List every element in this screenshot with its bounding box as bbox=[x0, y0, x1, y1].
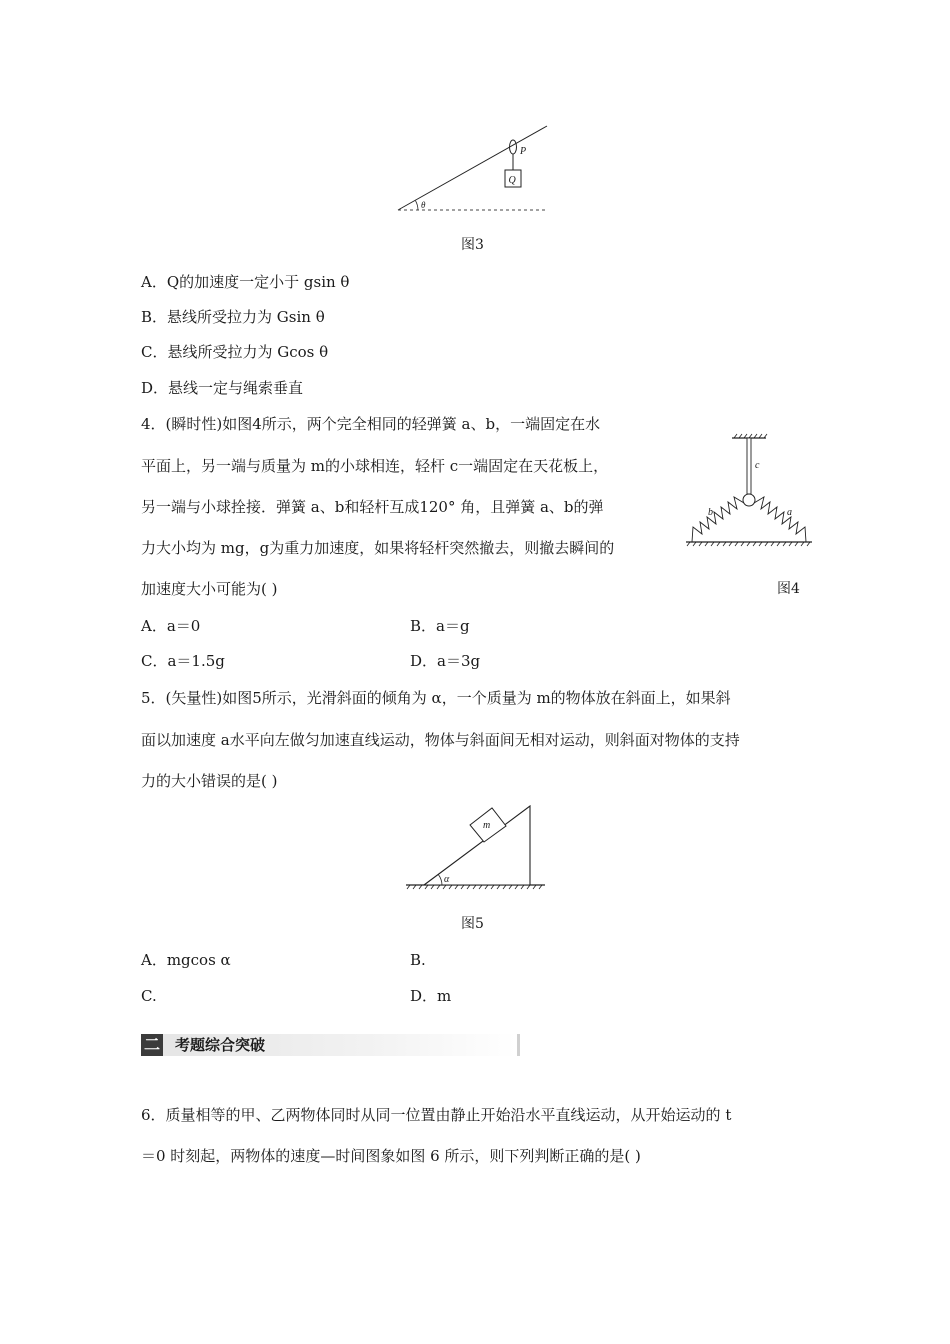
q4-line-1: 4．(瞬时性)如图4所示，两个完全相同的轻弹簧 a、b，一端固定在水 bbox=[141, 415, 601, 433]
figure-5-caption: 图5 bbox=[461, 916, 484, 932]
rod-c bbox=[747, 438, 751, 494]
q4-line-4: 力大小均为 mg，g为重力加速度，如果将轻杆突然撤去，则撤去瞬间的 bbox=[141, 539, 615, 557]
ball bbox=[743, 494, 755, 506]
label-c: c bbox=[755, 460, 760, 471]
spring-a bbox=[754, 497, 806, 542]
q5-line-2: 面以加速度 a水平向左做匀加速直线运动，物体与斜面间无相对运动，则斜面对物体的支持 bbox=[141, 731, 740, 749]
q5-option-b: B. bbox=[410, 951, 426, 969]
q6-line-2: ＝0 时刻起，两物体的速度—时间图象如图 6 所示，则下列判断正确的是( ) bbox=[141, 1147, 641, 1165]
q5-option-c: C. bbox=[141, 987, 157, 1005]
q5-option-a: A．mgcos α bbox=[141, 951, 231, 969]
figure-3-caption: 图3 bbox=[461, 237, 484, 253]
label-m: m bbox=[483, 820, 491, 831]
angle-arc bbox=[416, 201, 419, 210]
q4-option-a: A．a＝0 bbox=[141, 617, 201, 635]
figure-3 bbox=[390, 120, 560, 220]
section-header bbox=[141, 1034, 520, 1056]
figure-5 bbox=[402, 800, 550, 895]
q5-line-1: 5．(矢量性)如图5所示，光滑斜面的倾角为 α，一个质量为 m的物体放在斜面上，如果斜 bbox=[141, 689, 731, 707]
q3-option-d: D．悬线一定与绳索垂直 bbox=[141, 379, 304, 397]
q4-line-5: 加速度大小可能为( ) bbox=[141, 580, 278, 598]
figure-4-caption: 图4 bbox=[777, 581, 800, 597]
wedge bbox=[424, 806, 530, 885]
q4-option-c: C．a＝1.5g bbox=[141, 652, 225, 670]
label-theta: θ bbox=[421, 200, 426, 210]
section-number-badge bbox=[141, 1034, 163, 1056]
label-alpha: α bbox=[444, 874, 450, 885]
label-q: Q bbox=[508, 175, 516, 186]
figure-4 bbox=[684, 430, 814, 555]
section-title: 考题综合突破 bbox=[175, 1036, 266, 1054]
section-number: 二 bbox=[143, 1035, 160, 1054]
label-a: a bbox=[787, 507, 792, 518]
label-b: b bbox=[708, 507, 713, 518]
incline-line bbox=[398, 126, 547, 210]
label-p: P bbox=[520, 146, 527, 157]
q4-line-2: 平面上，另一端与质量为 m的小球相连，轻杆 c一端固定在天花板上， bbox=[141, 457, 609, 475]
spring-b bbox=[692, 497, 744, 542]
q4-option-b: B．a＝g bbox=[410, 617, 470, 635]
q5-line-3: 力的大小错误的是( ) bbox=[141, 772, 278, 790]
q4-line-3: 另一端与小球拴接．弹簧 a、b和轻杆互成120° 角，且弹簧 a、b的弹 bbox=[141, 498, 604, 516]
q6-line-1: 6．质量相等的甲、乙两物体同时从同一位置由静止开始沿水平直线运动，从开始运动的 t bbox=[141, 1106, 732, 1124]
q3-option-a: A．Q的加速度一定小于 gsin θ bbox=[141, 273, 350, 291]
q4-option-d: D．a＝3g bbox=[410, 652, 481, 670]
ceiling-hatch bbox=[734, 434, 767, 438]
q5-option-d: D．m bbox=[410, 987, 452, 1005]
q3-option-b: B．悬线所受拉力为 Gsin θ bbox=[141, 308, 325, 326]
q3-option-c: C．悬线所受拉力为 Gcos θ bbox=[141, 343, 329, 361]
